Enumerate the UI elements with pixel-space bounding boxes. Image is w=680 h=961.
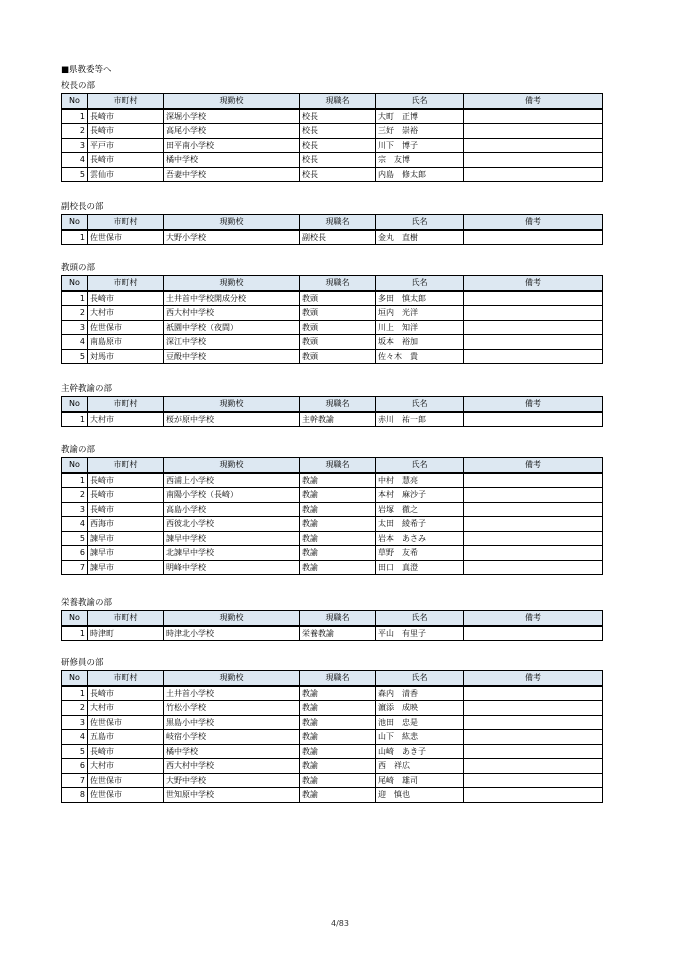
cell-city: 佐世保市 <box>88 320 164 335</box>
column-header: 現勤校 <box>164 397 300 412</box>
column-header: 備考 <box>464 276 603 291</box>
column-header: 市町村 <box>88 276 164 291</box>
section-title: 研修員の部 <box>61 658 104 668</box>
column-header: 備考 <box>464 397 603 412</box>
cell-city: 雲仙市 <box>88 167 164 182</box>
column-header: 現職名 <box>300 94 376 109</box>
cell-position: 校長 <box>300 167 376 182</box>
column-header: No <box>62 458 88 473</box>
cell-position: 教頭 <box>300 335 376 350</box>
section-title: 主幹教諭の部 <box>61 384 113 394</box>
column-header: 現職名 <box>300 276 376 291</box>
table-row <box>62 349 603 364</box>
cell-city: 諫早市 <box>88 531 164 546</box>
cell-note <box>464 412 603 427</box>
column-header: No <box>62 397 88 412</box>
cell-name: 田口 真澄 <box>376 560 464 575</box>
section-title: 教頭の部 <box>61 263 96 273</box>
roster-table <box>61 275 603 364</box>
cell-no: 1 <box>62 473 88 488</box>
cell-note <box>464 291 603 306</box>
section-title: 副校長の部 <box>61 202 104 212</box>
cell-no: 5 <box>62 167 88 182</box>
cell-city: 長崎市 <box>88 109 164 124</box>
column-header: 現職名 <box>300 215 376 230</box>
cell-name: 池田 忠是 <box>376 715 464 730</box>
roster-table <box>61 610 603 641</box>
column-header: 備考 <box>464 458 603 473</box>
cell-school: 大野小学校 <box>164 230 300 245</box>
column-header: 備考 <box>464 94 603 109</box>
roster-table <box>61 214 603 245</box>
cell-name: 三好 崇裕 <box>376 124 464 139</box>
cell-no: 5 <box>62 349 88 364</box>
cell-note <box>464 788 603 803</box>
table-row <box>62 320 603 335</box>
column-header: 氏名 <box>376 458 464 473</box>
document-heading: ■県教委等へ <box>61 65 112 75</box>
cell-city: 長崎市 <box>88 124 164 139</box>
table-header-row <box>62 215 603 230</box>
cell-note <box>464 773 603 788</box>
column-header: 市町村 <box>88 611 164 626</box>
cell-name: 迎 慎也 <box>376 788 464 803</box>
cell-position: 教諭 <box>300 502 376 517</box>
cell-no: 3 <box>62 138 88 153</box>
cell-no: 3 <box>62 502 88 517</box>
table-row <box>62 788 603 803</box>
cell-note <box>464 517 603 532</box>
cell-school: 田平南小学校 <box>164 138 300 153</box>
cell-city: 長崎市 <box>88 153 164 168</box>
cell-city: 対馬市 <box>88 349 164 364</box>
column-header: 氏名 <box>376 215 464 230</box>
table-header-row <box>62 94 603 109</box>
cell-city: 大村市 <box>88 306 164 321</box>
cell-position: 教頭 <box>300 291 376 306</box>
cell-position: 教諭 <box>300 701 376 716</box>
cell-position: 校長 <box>300 124 376 139</box>
cell-no: 7 <box>62 773 88 788</box>
cell-no: 3 <box>62 320 88 335</box>
table-row <box>62 473 603 488</box>
cell-position: 教諭 <box>300 546 376 561</box>
column-header: 氏名 <box>376 94 464 109</box>
cell-position: 校長 <box>300 138 376 153</box>
column-header: 市町村 <box>88 671 164 686</box>
table-row <box>62 517 603 532</box>
column-header: 市町村 <box>88 458 164 473</box>
cell-name: 西 祥広 <box>376 759 464 774</box>
column-header: 備考 <box>464 611 603 626</box>
cell-school: 明峰中学校 <box>164 560 300 575</box>
column-header: 現勤校 <box>164 611 300 626</box>
cell-no: 5 <box>62 744 88 759</box>
roster-table <box>61 396 603 427</box>
column-header: 現勤校 <box>164 215 300 230</box>
cell-name: 内島 修太郎 <box>376 167 464 182</box>
cell-city: 西海市 <box>88 517 164 532</box>
cell-name: 垣内 光洋 <box>376 306 464 321</box>
roster-table <box>61 670 603 803</box>
cell-no: 2 <box>62 488 88 503</box>
table-row <box>62 335 603 350</box>
column-header: 現職名 <box>300 397 376 412</box>
cell-school: 西彼北小学校 <box>164 517 300 532</box>
cell-name: 森内 清香 <box>376 686 464 701</box>
cell-school: 西大村中学校 <box>164 306 300 321</box>
table-row <box>62 412 603 427</box>
column-header: 現職名 <box>300 458 376 473</box>
column-header: No <box>62 671 88 686</box>
cell-no: 4 <box>62 517 88 532</box>
cell-no: 1 <box>62 412 88 427</box>
cell-position: 教諭 <box>300 473 376 488</box>
cell-name: 宗 友博 <box>376 153 464 168</box>
table-row <box>62 730 603 745</box>
page-number: 4/83 <box>331 919 349 928</box>
column-header: 現職名 <box>300 671 376 686</box>
cell-no: 2 <box>62 124 88 139</box>
table-row <box>62 109 603 124</box>
table-header-row <box>62 671 603 686</box>
cell-school: 南陽小学校（長崎） <box>164 488 300 503</box>
cell-name: 佐々木 貴 <box>376 349 464 364</box>
cell-position: 教頭 <box>300 306 376 321</box>
cell-note <box>464 730 603 745</box>
cell-position: 教諭 <box>300 730 376 745</box>
cell-city: 長崎市 <box>88 744 164 759</box>
cell-note <box>464 109 603 124</box>
cell-name: 赤川 祐一郎 <box>376 412 464 427</box>
cell-name: 濵添 成映 <box>376 701 464 716</box>
table-header-row <box>62 397 603 412</box>
cell-position: 教諭 <box>300 788 376 803</box>
cell-note <box>464 306 603 321</box>
cell-school: 橘中学校 <box>164 153 300 168</box>
cell-position: 校長 <box>300 109 376 124</box>
cell-note <box>464 715 603 730</box>
cell-school: 橘中学校 <box>164 744 300 759</box>
cell-school: 吾妻中学校 <box>164 167 300 182</box>
cell-name: 岩塚 徹之 <box>376 502 464 517</box>
cell-no: 1 <box>62 686 88 701</box>
cell-name: 岩本 あさみ <box>376 531 464 546</box>
cell-position: 教諭 <box>300 715 376 730</box>
cell-city: 長崎市 <box>88 473 164 488</box>
column-header: 現職名 <box>300 611 376 626</box>
column-header: 備考 <box>464 671 603 686</box>
table-row <box>62 759 603 774</box>
cell-position: 主幹教諭 <box>300 412 376 427</box>
table-row <box>62 531 603 546</box>
column-header: 現勤校 <box>164 276 300 291</box>
table-row <box>62 488 603 503</box>
table-row <box>62 138 603 153</box>
cell-no: 4 <box>62 153 88 168</box>
cell-no: 1 <box>62 291 88 306</box>
cell-name: 本村 麻沙子 <box>376 488 464 503</box>
cell-city: 大村市 <box>88 412 164 427</box>
cell-position: 教諭 <box>300 759 376 774</box>
cell-name: 尾崎 雄司 <box>376 773 464 788</box>
table-row <box>62 124 603 139</box>
cell-name: 太田 綾希子 <box>376 517 464 532</box>
cell-name: 多田 慎太郎 <box>376 291 464 306</box>
table-row <box>62 560 603 575</box>
cell-no: 1 <box>62 230 88 245</box>
cell-city: 佐世保市 <box>88 230 164 245</box>
table-row <box>62 744 603 759</box>
cell-school: 竹松小学校 <box>164 701 300 716</box>
roster-table <box>61 93 603 182</box>
cell-note <box>464 488 603 503</box>
section-title: 校長の部 <box>61 81 96 91</box>
cell-no: 7 <box>62 560 88 575</box>
cell-name: 中村 慧亮 <box>376 473 464 488</box>
cell-school: 土井首中学校開成分校 <box>164 291 300 306</box>
cell-note <box>464 138 603 153</box>
cell-school: 高島小学校 <box>164 502 300 517</box>
cell-school: 桜が原中学校 <box>164 412 300 427</box>
cell-school: 西浦上小学校 <box>164 473 300 488</box>
cell-city: 佐世保市 <box>88 715 164 730</box>
cell-city: 五島市 <box>88 730 164 745</box>
cell-city: 大村市 <box>88 701 164 716</box>
column-header: No <box>62 94 88 109</box>
cell-school: 大野中学校 <box>164 773 300 788</box>
column-header: 現勤校 <box>164 94 300 109</box>
cell-school: 諫早中学校 <box>164 531 300 546</box>
cell-name: 平山 有里子 <box>376 626 464 641</box>
cell-note <box>464 349 603 364</box>
cell-note <box>464 124 603 139</box>
cell-note <box>464 701 603 716</box>
table-row <box>62 701 603 716</box>
cell-school: 黒島小中学校 <box>164 715 300 730</box>
cell-note <box>464 153 603 168</box>
cell-no: 3 <box>62 715 88 730</box>
cell-school: 祇園中学校（夜間） <box>164 320 300 335</box>
cell-note <box>464 473 603 488</box>
cell-position: 教諭 <box>300 773 376 788</box>
cell-no: 6 <box>62 546 88 561</box>
cell-note <box>464 744 603 759</box>
cell-name: 金丸 直樹 <box>376 230 464 245</box>
cell-no: 2 <box>62 306 88 321</box>
cell-school: 豆酘中学校 <box>164 349 300 364</box>
cell-position: 副校長 <box>300 230 376 245</box>
table-row <box>62 546 603 561</box>
column-header: No <box>62 215 88 230</box>
table-row <box>62 715 603 730</box>
cell-position: 教諭 <box>300 488 376 503</box>
cell-position: 教諭 <box>300 517 376 532</box>
cell-name: 坂本 裕加 <box>376 335 464 350</box>
cell-city: 諫早市 <box>88 546 164 561</box>
cell-note <box>464 759 603 774</box>
cell-city: 佐世保市 <box>88 773 164 788</box>
table-row <box>62 626 603 641</box>
column-header: 市町村 <box>88 397 164 412</box>
column-header: 現勤校 <box>164 671 300 686</box>
cell-position: 教諭 <box>300 744 376 759</box>
table-row <box>62 230 603 245</box>
column-header: 備考 <box>464 215 603 230</box>
cell-name: 川下 博子 <box>376 138 464 153</box>
column-header: 氏名 <box>376 671 464 686</box>
cell-no: 1 <box>62 626 88 641</box>
cell-position: 教頭 <box>300 349 376 364</box>
column-header: 氏名 <box>376 276 464 291</box>
table-header-row <box>62 276 603 291</box>
column-header: 氏名 <box>376 397 464 412</box>
cell-note <box>464 626 603 641</box>
column-header: 現勤校 <box>164 458 300 473</box>
cell-city: 長崎市 <box>88 502 164 517</box>
cell-note <box>464 560 603 575</box>
table-row <box>62 773 603 788</box>
roster-table <box>61 457 603 575</box>
cell-position: 教諭 <box>300 531 376 546</box>
cell-school: 北諫早中学校 <box>164 546 300 561</box>
cell-note <box>464 686 603 701</box>
cell-name: 大町 正博 <box>376 109 464 124</box>
cell-school: 西大村中学校 <box>164 759 300 774</box>
cell-city: 諫早市 <box>88 560 164 575</box>
cell-name: 山下 紘悲 <box>376 730 464 745</box>
table-row <box>62 502 603 517</box>
cell-city: 長崎市 <box>88 291 164 306</box>
table-header-row <box>62 611 603 626</box>
column-header: 市町村 <box>88 215 164 230</box>
cell-position: 教諭 <box>300 686 376 701</box>
table-row <box>62 306 603 321</box>
cell-school: 深江中学校 <box>164 335 300 350</box>
cell-note <box>464 320 603 335</box>
cell-school: 時津北小学校 <box>164 626 300 641</box>
column-header: 市町村 <box>88 94 164 109</box>
cell-note <box>464 167 603 182</box>
cell-school: 深堀小学校 <box>164 109 300 124</box>
cell-no: 1 <box>62 109 88 124</box>
cell-note <box>464 230 603 245</box>
cell-no: 4 <box>62 730 88 745</box>
cell-school: 高尾小学校 <box>164 124 300 139</box>
cell-city: 佐世保市 <box>88 788 164 803</box>
column-header: No <box>62 276 88 291</box>
column-header: No <box>62 611 88 626</box>
cell-note <box>464 502 603 517</box>
cell-note <box>464 335 603 350</box>
cell-school: 世知原中学校 <box>164 788 300 803</box>
table-header-row <box>62 458 603 473</box>
cell-position: 栄養教諭 <box>300 626 376 641</box>
cell-position: 教頭 <box>300 320 376 335</box>
table-row <box>62 291 603 306</box>
cell-city: 長崎市 <box>88 488 164 503</box>
cell-note <box>464 531 603 546</box>
cell-city: 大村市 <box>88 759 164 774</box>
cell-no: 5 <box>62 531 88 546</box>
cell-no: 8 <box>62 788 88 803</box>
cell-position: 教諭 <box>300 560 376 575</box>
section-title: 教諭の部 <box>61 445 96 455</box>
cell-school: 岐宿小学校 <box>164 730 300 745</box>
cell-position: 校長 <box>300 153 376 168</box>
cell-name: 川上 知洋 <box>376 320 464 335</box>
table-row <box>62 167 603 182</box>
cell-city: 南島原市 <box>88 335 164 350</box>
cell-no: 6 <box>62 759 88 774</box>
cell-no: 2 <box>62 701 88 716</box>
column-header: 氏名 <box>376 611 464 626</box>
cell-name: 草野 友希 <box>376 546 464 561</box>
cell-name: 山崎 あき子 <box>376 744 464 759</box>
cell-city: 長崎市 <box>88 686 164 701</box>
table-row <box>62 153 603 168</box>
cell-city: 時津町 <box>88 626 164 641</box>
section-title: 栄養教諭の部 <box>61 598 113 608</box>
cell-no: 4 <box>62 335 88 350</box>
cell-note <box>464 546 603 561</box>
cell-city: 平戸市 <box>88 138 164 153</box>
cell-school: 土井首小学校 <box>164 686 300 701</box>
table-row <box>62 686 603 701</box>
